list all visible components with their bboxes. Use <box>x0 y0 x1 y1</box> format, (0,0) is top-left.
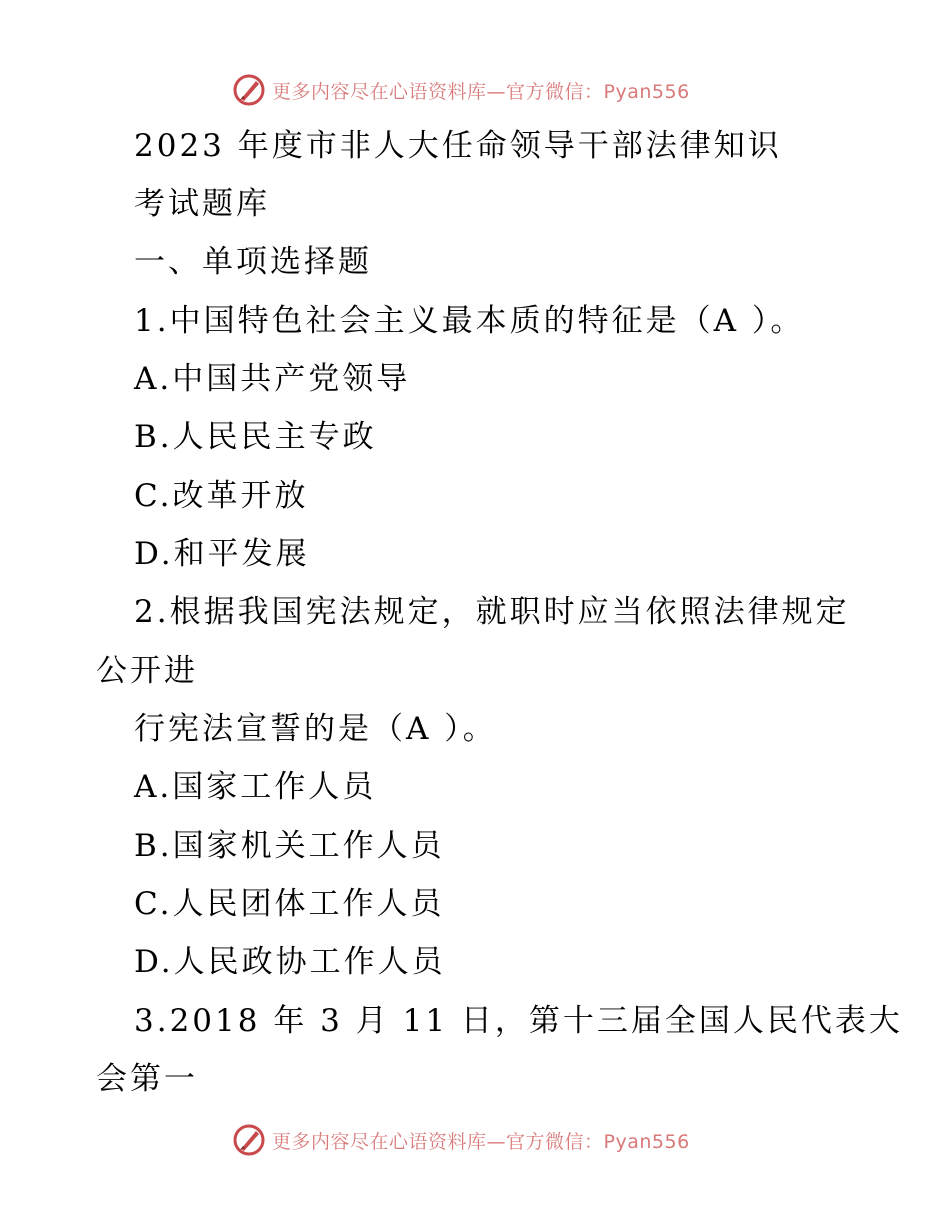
q2-option-b: B.国家机关工作人员 <box>134 828 445 864</box>
watermark-text: 更多内容尽在心语资料库—官方微信：Pyan556 <box>272 80 690 103</box>
document-title-line-2: 考试题库 <box>134 186 270 222</box>
q1-option-c: C.改革开放 <box>134 478 309 514</box>
q1-option-d: D.和平发展 <box>134 536 310 572</box>
quill-logo-icon <box>232 73 266 107</box>
q1-option-a: A.中国共产党领导 <box>134 361 411 397</box>
question-2-part-2: 公开进 <box>96 653 198 689</box>
q2-option-d: D.人民政协工作人员 <box>134 944 446 980</box>
question-3-part-2: 会第一 <box>96 1061 198 1097</box>
watermark-banner-top <box>232 72 690 108</box>
question-2-part-1: 2.根据我国宪法规定，就职时应当依照法律规定 <box>134 594 850 630</box>
q2-option-a: A.国家工作人员 <box>134 769 377 805</box>
section-heading: 一、单项选择题 <box>134 244 372 280</box>
q1-option-b: B.人民民主专政 <box>134 419 377 455</box>
watermark-text: 更多内容尽在心语资料库—官方微信：Pyan556 <box>272 1130 690 1153</box>
quill-logo-icon <box>232 1123 266 1157</box>
question-1: 1.中国特色社会主义最本质的特征是（A ）。 <box>134 303 805 339</box>
question-2-part-3: 行宪法宣誓的是（A ）。 <box>134 711 497 747</box>
watermark-banner-bottom <box>232 1122 690 1158</box>
q2-option-c: C.人民团体工作人员 <box>134 886 445 922</box>
document-title-line-1: 2023 年度市非人大任命领导干部法律知识 <box>134 128 782 164</box>
question-3-part-1: 3.2018 年 3 月 11 日，第十三届全国人民代表大 <box>134 1003 903 1039</box>
